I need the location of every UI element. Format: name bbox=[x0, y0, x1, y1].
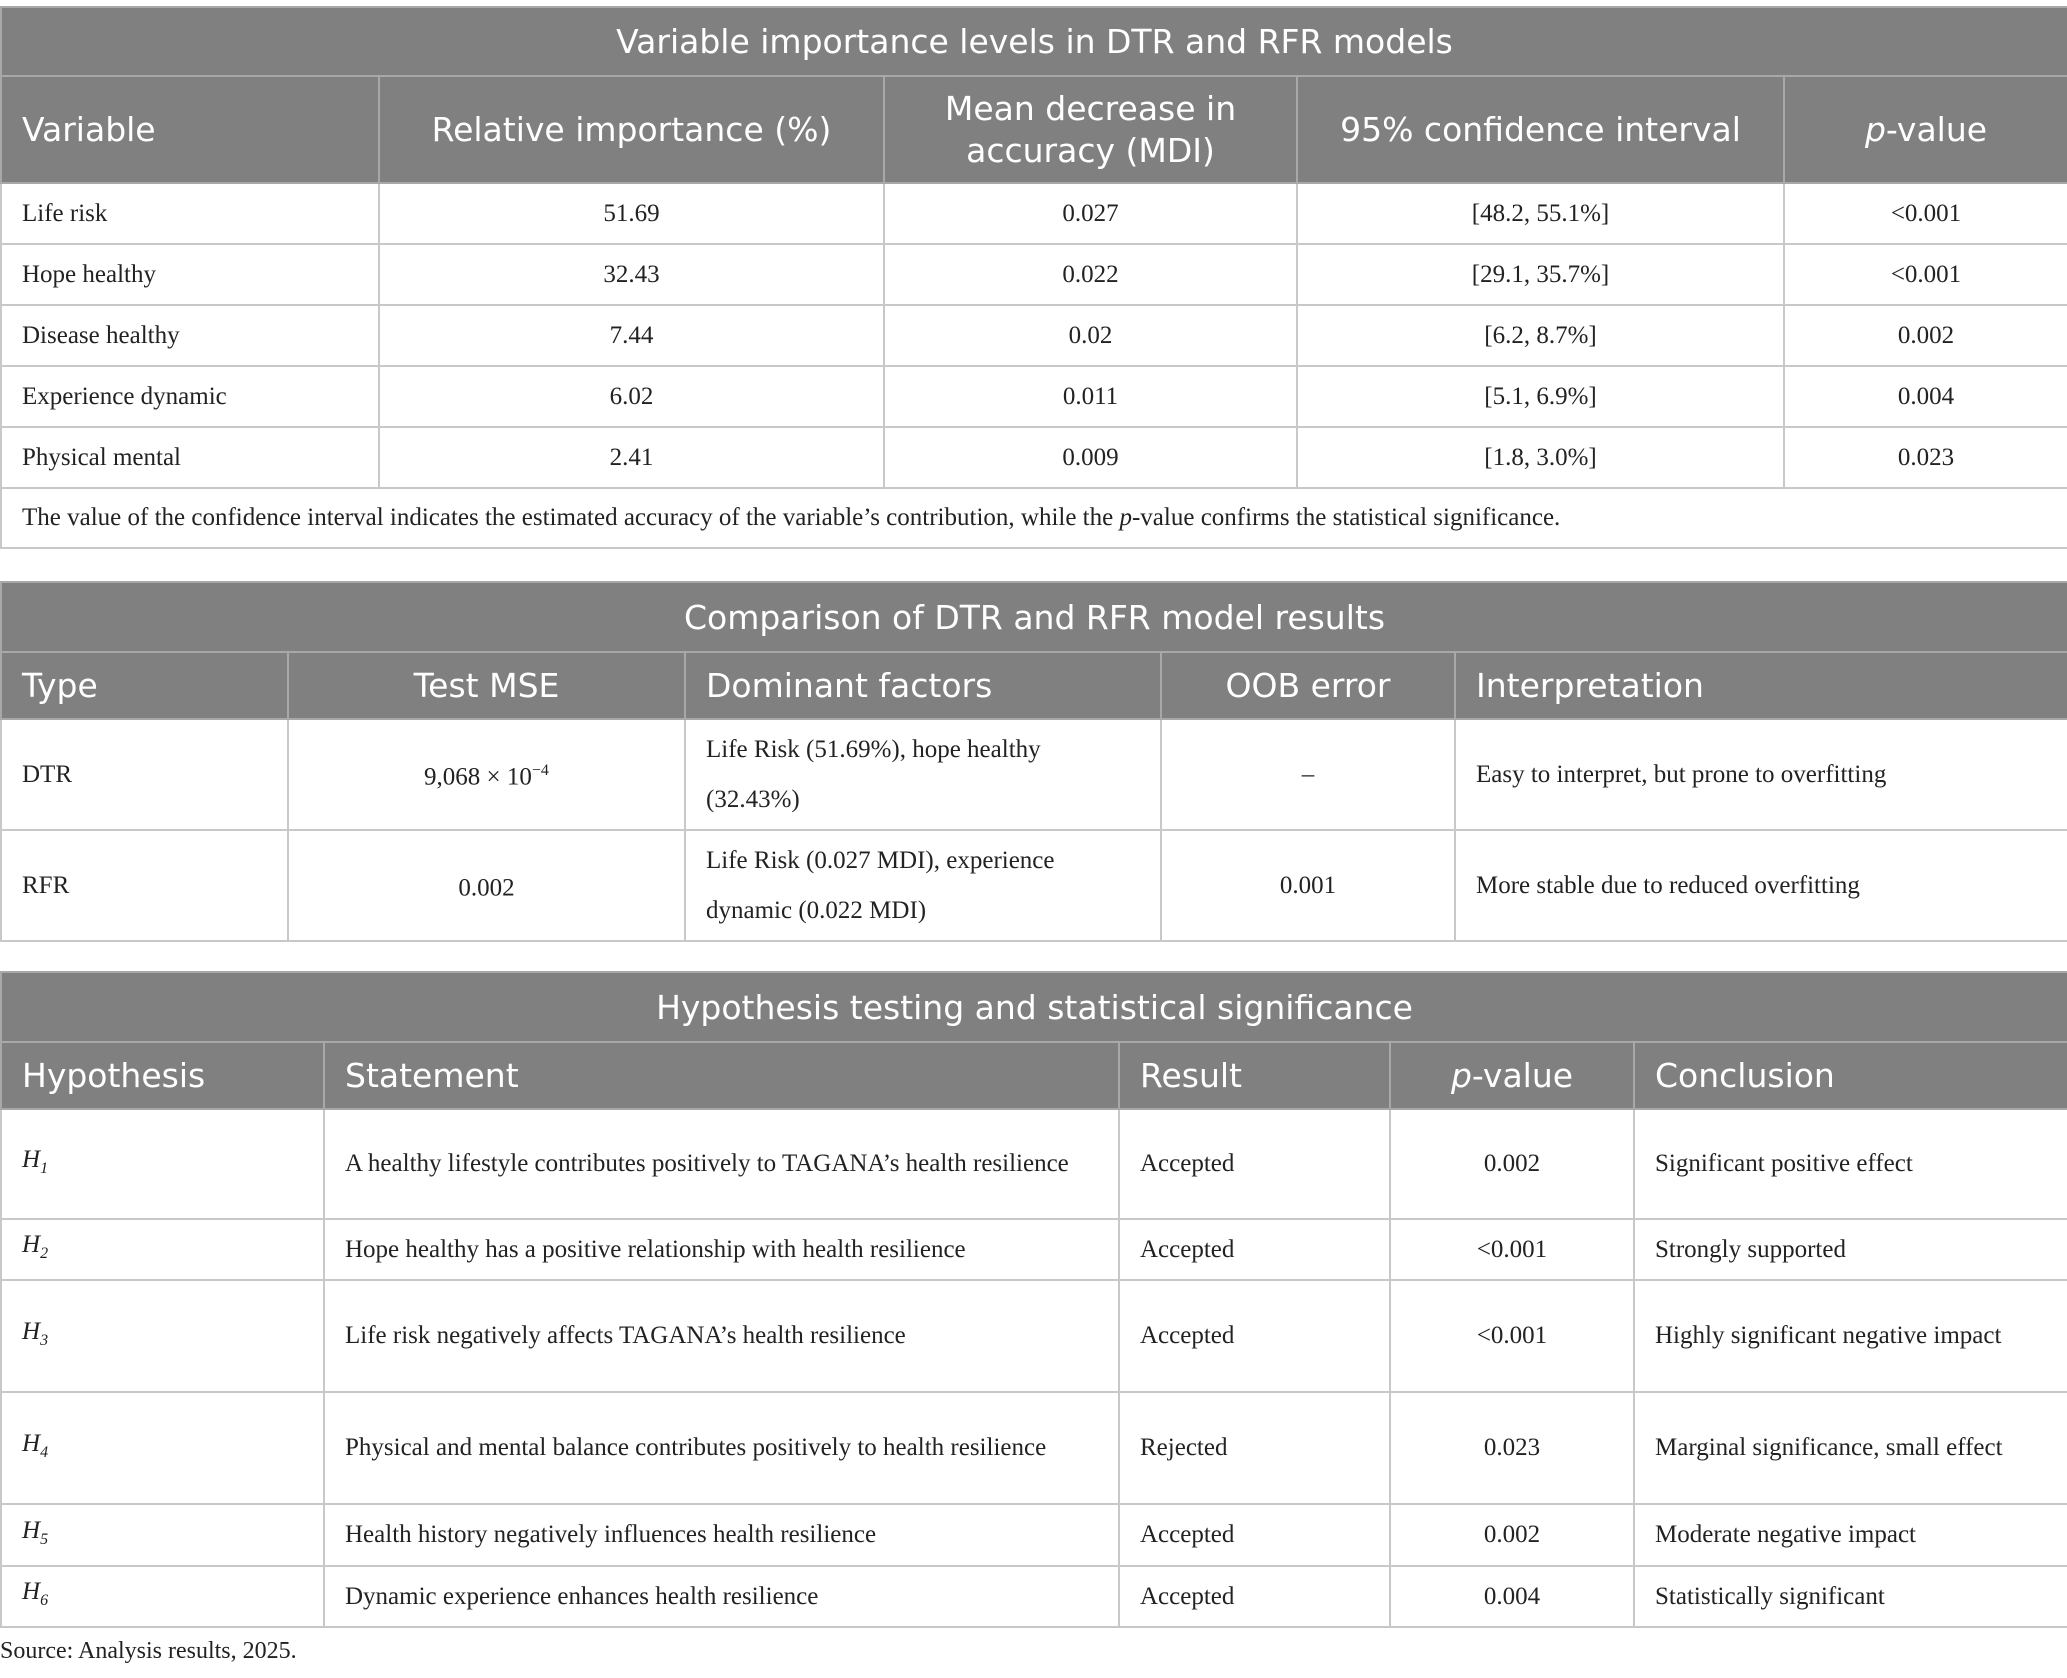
table-row bbox=[1, 719, 2067, 830]
table-cell: Accepted bbox=[1119, 1504, 1390, 1566]
table-cell: Physical and mental balance contributes positively to health resilience bbox=[324, 1392, 1119, 1504]
table-row bbox=[1, 1280, 2067, 1392]
table-cell: <0.001 bbox=[1390, 1219, 1634, 1280]
model-comparison-table bbox=[0, 581, 2067, 942]
column-header: Interpretation bbox=[1455, 652, 2067, 719]
table-cell: Physical mental bbox=[1, 427, 379, 488]
column-header: Conclusion bbox=[1634, 1042, 2067, 1109]
table-cell: 51.69 bbox=[379, 183, 884, 244]
table-title: Comparison of DTR and RFR model results bbox=[1, 582, 2067, 652]
table-cell: Strongly supported bbox=[1634, 1219, 2067, 1280]
table-row bbox=[1, 1109, 2067, 1219]
hypothesis-table bbox=[0, 971, 2067, 1628]
table-row bbox=[1, 305, 2067, 366]
column-header: 95% confidence interval bbox=[1297, 76, 1784, 183]
hypothesis-label: $H_5$ bbox=[1, 1504, 324, 1566]
table-cell: – bbox=[1161, 719, 1455, 830]
table-cell: 0.004 bbox=[1390, 1566, 1634, 1627]
table-cell: A healthy lifestyle contributes positively to TAGANA’s health resilience bbox=[324, 1109, 1119, 1219]
column-header: Variable bbox=[1, 76, 379, 183]
table-cell: Dynamic experience enhances health resilience bbox=[324, 1566, 1119, 1627]
mse-exponent: −4 bbox=[531, 762, 549, 780]
table-cell: [1.8, 3.0%] bbox=[1297, 427, 1784, 488]
table-cell: Accepted bbox=[1119, 1109, 1390, 1219]
table-cell: 0.002 bbox=[1784, 305, 2067, 366]
column-header: p-value bbox=[1390, 1042, 1634, 1109]
column-header: Test MSE bbox=[288, 652, 685, 719]
hypothesis-label: $H_3$ bbox=[1, 1280, 324, 1392]
table-cell: 6.02 bbox=[379, 366, 884, 427]
table-cell: Statistically significant bbox=[1634, 1566, 2067, 1627]
table-row bbox=[1, 1219, 2067, 1280]
table-cell: Accepted bbox=[1119, 1280, 1390, 1392]
table-cell: Experience dynamic bbox=[1, 366, 379, 427]
table-cell: Hope healthy bbox=[1, 244, 379, 305]
column-header: OOB error bbox=[1161, 652, 1455, 719]
table-cell: 0.011 bbox=[884, 366, 1297, 427]
table-row bbox=[1, 183, 2067, 244]
table-cell: <0.001 bbox=[1784, 183, 2067, 244]
table-cell: 0.002 bbox=[1390, 1109, 1634, 1219]
table-row bbox=[1, 1504, 2067, 1566]
table-row bbox=[1, 1392, 2067, 1504]
variable-importance-table bbox=[0, 6, 2067, 549]
table-cell: Hope healthy has a positive relationship with health resilience bbox=[324, 1219, 1119, 1280]
table-cell: Accepted bbox=[1119, 1566, 1390, 1627]
table-cell: <0.001 bbox=[1390, 1280, 1634, 1392]
table-note: The value of the confidence interval indicates the estimated accuracy of the variable’s contribution, while the p-value confirms the statistical significance. bbox=[1, 488, 2067, 548]
table-title: Hypothesis testing and statistical significance bbox=[1, 972, 2067, 1042]
table-cell: Life risk bbox=[1, 183, 379, 244]
table-cell: Moderate negative impact bbox=[1634, 1504, 2067, 1566]
table-cell: 0.023 bbox=[1390, 1392, 1634, 1504]
table-cell: Rejected bbox=[1119, 1392, 1390, 1504]
table-cell: Life risk negatively affects TAGANA’s health resilience bbox=[324, 1280, 1119, 1392]
table-cell: 0.02 bbox=[884, 305, 1297, 366]
table-row bbox=[1, 427, 2067, 488]
table-row bbox=[1, 366, 2067, 427]
hypothesis-label: $H_4$ bbox=[1, 1392, 324, 1504]
mse-value: 9,068 × 10 bbox=[424, 763, 532, 791]
table-cell: 0.002 bbox=[1390, 1504, 1634, 1566]
table-title: Variable importance levels in DTR and RFR models bbox=[1, 7, 2067, 76]
table-row bbox=[1, 1566, 2067, 1627]
table-cell: Highly significant negative impact bbox=[1634, 1280, 2067, 1392]
table-cell: More stable due to reduced overfitting bbox=[1455, 830, 2067, 941]
column-header: Statement bbox=[324, 1042, 1119, 1109]
column-header: Type bbox=[1, 652, 288, 719]
mse-value: 0.002 bbox=[458, 874, 515, 902]
table-cell: <0.001 bbox=[1784, 244, 2067, 305]
test-mse-cell bbox=[288, 719, 685, 830]
hypothesis-label: $H_2$ bbox=[1, 1219, 324, 1280]
table-cell: [29.1, 35.7%] bbox=[1297, 244, 1784, 305]
table-cell: 0.004 bbox=[1784, 366, 2067, 427]
table-cell: 0.022 bbox=[884, 244, 1297, 305]
table-cell: Health history negatively influences health resilience bbox=[324, 1504, 1119, 1566]
table-cell: [5.1, 6.9%] bbox=[1297, 366, 1784, 427]
column-header: Mean decrease in accuracy (MDI) bbox=[884, 76, 1297, 183]
column-header: p-value bbox=[1784, 76, 2067, 183]
column-header: Hypothesis bbox=[1, 1042, 324, 1109]
table-cell: Life Risk (0.027 MDI), experience dynamic (0.022 MDI) bbox=[685, 830, 1161, 941]
table-row bbox=[1, 830, 2067, 941]
table-cell: Marginal significance, small effect bbox=[1634, 1392, 2067, 1504]
table-cell: Easy to interpret, but prone to overfitting bbox=[1455, 719, 2067, 830]
table-cell: DTR bbox=[1, 719, 288, 830]
column-header: Relative importance (%) bbox=[379, 76, 884, 183]
hypothesis-label: $H_6$ bbox=[1, 1566, 324, 1627]
hypothesis-label: $H_1$ bbox=[1, 1109, 324, 1219]
column-header: Dominant factors bbox=[685, 652, 1161, 719]
table-cell: Disease healthy bbox=[1, 305, 379, 366]
table-cell: Accepted bbox=[1119, 1219, 1390, 1280]
table-cell: 7.44 bbox=[379, 305, 884, 366]
table-cell: 0.001 bbox=[1161, 830, 1455, 941]
table-cell: 32.43 bbox=[379, 244, 884, 305]
table-cell: 0.009 bbox=[884, 427, 1297, 488]
table-cell: 2.41 bbox=[379, 427, 884, 488]
table-cell: 0.023 bbox=[1784, 427, 2067, 488]
table-cell: [48.2, 55.1%] bbox=[1297, 183, 1784, 244]
source-note: Source: Analysis results, 2025. bbox=[0, 1638, 297, 1664]
test-mse-cell bbox=[288, 830, 685, 941]
table-cell: RFR bbox=[1, 830, 288, 941]
column-header: Result bbox=[1119, 1042, 1390, 1109]
table-cell: Life Risk (51.69%), hope healthy (32.43%) bbox=[685, 719, 1161, 830]
table-cell: [6.2, 8.7%] bbox=[1297, 305, 1784, 366]
table-row bbox=[1, 244, 2067, 305]
table-cell: 0.027 bbox=[884, 183, 1297, 244]
table-cell: Significant positive effect bbox=[1634, 1109, 2067, 1219]
